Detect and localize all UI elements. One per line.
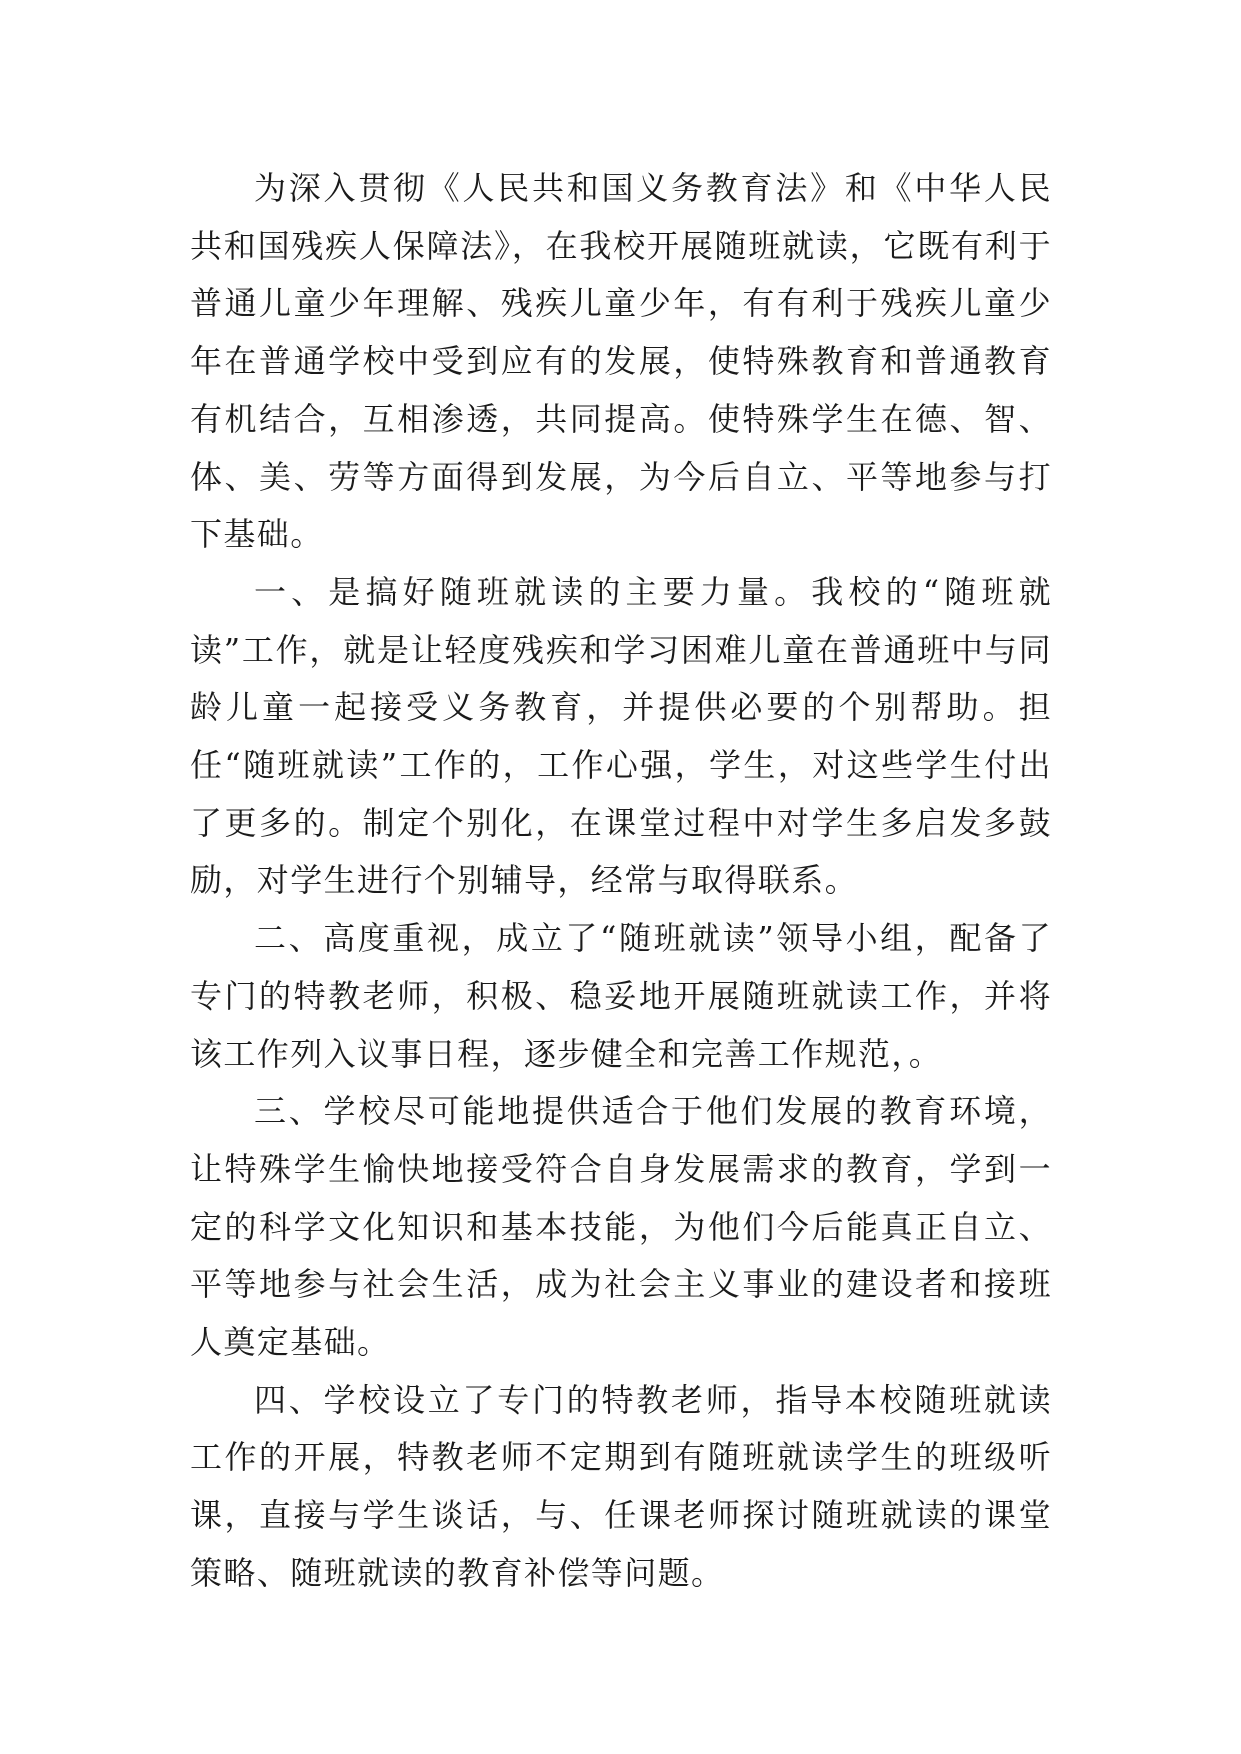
- paragraph-section-1: 一、是搞好随班就读的主要力量。我校的“随班就读”工作，就是让轻度残疾和学习困难儿童在普通班中与同龄儿童一起接受义务教育，并提供必要的个别帮助。担任“随班就读”工作的，工作心强，学生，对这些学生付出了更多的。制定个别化，在课堂过程中对学生多启发多鼓励，对学生进行个别辅导，经常与取得联系。: [190, 572, 1052, 900]
- paragraph-section-2: 二、高度重视，成立了“随班就读”领导小组，配备了专门的特教老师，积极、稳妥地开展随班就读工作，并将该工作列入议事日程，逐步健全和完善工作规范，。: [190, 919, 1052, 1073]
- document-body: [190, 160, 1052, 1603]
- paragraph-section-3: 三、学校尽可能地提供适合于他们发展的教育环境，让特殊学生愉快地接受符合自身发展需求的教育，学到一定的科学文化知识和基本技能，为他们今后能真正自立、平等地参与社会生活，成为社会主义事业的建设者和接班人奠定基础。: [190, 1092, 1052, 1362]
- paragraph-intro: 为深入贯彻《人民共和国义务教育法》和《中华人民共和国残疾人保障法》，在我校开展随班就读，它既有利于普通儿童少年理解、残疾儿童少年，有有利于残疾儿童少年在普通学校中受到应有的发展，使特殊教育和普通教育有机结合，互相渗透，共同提高。使特殊学生在德、智、体、美、劳等方面得到发展，为今后自立、平等地参与打下基础。: [190, 169, 1052, 554]
- paragraph-section-4: 四、学校设立了专门的特教老师，指导本校随班就读工作的开展，特教老师不定期到有随班就读学生的班级听课，直接与学生谈话，与、任课老师探讨随班就读的课堂策略、随班就读的教育补偿等问题。: [190, 1380, 1052, 1592]
